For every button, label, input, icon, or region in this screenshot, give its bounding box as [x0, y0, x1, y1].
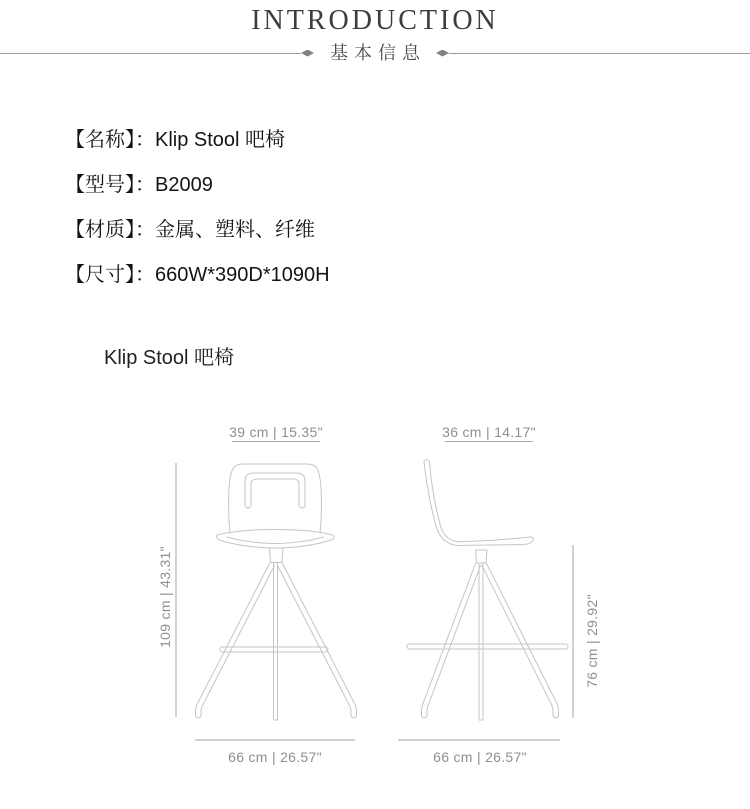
side-center-post — [479, 563, 483, 720]
side-stretcher-ring — [407, 644, 568, 649]
spec-value: B2009 — [155, 174, 213, 196]
section-divider — [0, 45, 750, 61]
side-shell-profile — [424, 460, 533, 546]
side-base-label: 66 cm | 26.57" — [433, 749, 527, 765]
spec-value: 660W*390D*1090H — [155, 264, 330, 286]
front-handle-cutout — [245, 473, 305, 508]
front-right-leg — [278, 564, 357, 718]
spec-label: 【材质】： — [65, 219, 155, 241]
diamond-arrow-left-icon — [436, 50, 449, 57]
front-backrest-outline — [229, 464, 322, 533]
front-base-label: 66 cm | 26.57" — [228, 749, 322, 765]
spec-value: Klip Stool 吧椅 — [155, 129, 286, 151]
spec-value: 金属、塑料、纤维 — [155, 219, 315, 241]
spec-row-material — [65, 220, 330, 241]
divider-line-left — [0, 53, 301, 54]
section-subtitle: 基本信息 — [330, 43, 426, 63]
spec-row-model — [65, 175, 330, 196]
side-depth-label: 36 cm | 14.17" — [442, 424, 536, 440]
side-seat-height-label: 76 cm | 29.92" — [584, 594, 600, 688]
front-height-label: 109 cm | 43.31" — [157, 546, 173, 648]
front-view-drawing — [157, 424, 357, 765]
dimension-diagram — [130, 410, 640, 780]
side-back-leg — [482, 564, 559, 718]
stool-dimension-drawing — [130, 410, 640, 780]
front-center-post — [274, 563, 278, 721]
spec-label: 【尺寸】： — [65, 264, 155, 286]
front-width-label: 39 cm | 15.35" — [229, 424, 323, 440]
diamond-arrow-right-icon — [301, 50, 314, 57]
spec-label: 【名称】： — [65, 129, 155, 151]
front-left-leg — [196, 564, 275, 718]
front-swivel-housing — [270, 548, 284, 563]
front-seat-lip — [227, 537, 324, 544]
spec-label: 【型号】： — [65, 174, 155, 196]
spec-row-name — [65, 130, 330, 151]
side-view-drawing — [398, 424, 600, 765]
product-name: Klip Stool 吧椅 — [104, 347, 235, 369]
page-title: INTRODUCTION — [251, 5, 499, 36]
divider-line-right — [449, 53, 750, 54]
side-front-leg — [422, 564, 481, 718]
spec-row-size — [65, 265, 330, 286]
side-swivel-housing — [476, 550, 488, 563]
spec-list — [65, 130, 330, 310]
